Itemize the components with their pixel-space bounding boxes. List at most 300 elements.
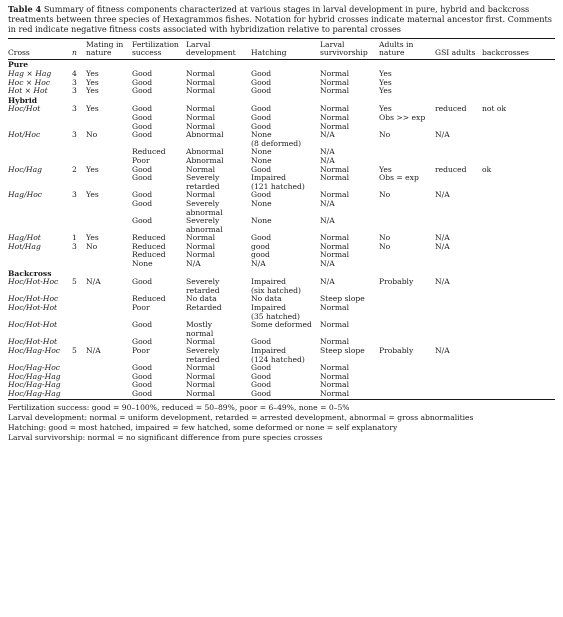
table-cell: Normal [186,234,216,243]
table-cell: Good [132,113,153,122]
table-cell [379,157,435,166]
table-cell [86,209,132,218]
table-cell: Good [251,234,272,243]
table-cell [8,148,72,157]
table-cell [435,174,482,183]
table-cell: abnormal [186,208,223,217]
table-row [8,200,555,209]
table-row [8,174,555,183]
table-cell: Good [251,338,272,347]
table-cell [8,217,72,226]
table-row [8,338,555,347]
table-cell: Severely [186,278,220,287]
table-cell: 3 [72,105,77,114]
table-cell: (six hatched) [251,286,301,295]
table-cell: N/A [320,260,335,269]
column-header: Adults in nature [379,38,435,60]
table-cell [379,356,435,365]
table-cell [72,364,86,373]
table-cell [251,330,320,339]
table-cell [132,140,186,149]
table-cell: Yes [86,191,99,200]
table-cell: Hoc/Hag-Hoc [8,347,61,356]
table-cell: Hoc/Hag-Hag [8,381,61,390]
table-cell [435,390,482,399]
table-cell: Good [251,78,272,87]
table-row [8,287,555,296]
table-row [8,260,555,269]
table-cell: Normal [320,304,350,313]
table-cell: Hoc/Hag-Hoc [8,364,61,373]
table-cell [86,148,132,157]
table-cell [8,251,72,260]
table-cell: Good [251,191,272,200]
table-cell: Good [132,70,153,79]
table-cell: N/A [320,217,335,226]
table-cell: Normal [186,165,216,174]
table-cell [86,200,132,209]
table-cell: Good [251,390,320,399]
table-cell [86,381,132,390]
table-cell: Normal [320,191,350,200]
table-cell: Yes [379,165,392,174]
table-cell: N/A [435,242,450,251]
table-cell [482,243,555,252]
table-cell [8,313,72,322]
table-cell [435,260,482,269]
table-cell: Hag × Hag [8,70,52,79]
table-cell: No [379,191,391,200]
table-cell [320,287,379,296]
table-cell [482,347,555,356]
table-row [8,70,555,79]
table-row [8,356,555,365]
table-cell: N/A [320,278,335,287]
table-cell [435,373,482,382]
table-cell [435,381,482,390]
table-cell: Hoc/Hag-Hag [8,372,61,381]
table-cell: N/A [251,260,266,269]
table-cell: Good [251,122,272,131]
table-cell [86,157,132,166]
table-cell: Hoc/Hag-Hag [8,390,72,399]
table-row [8,148,555,157]
table-row [8,295,555,304]
table-cell [86,321,132,330]
table-cell [72,390,86,399]
table-cell [132,183,186,192]
table-cell: Good [251,70,272,79]
table-cell [72,123,86,132]
footnote: Hatching: good = most hatched, impaired = few hatched, some deformed or none = self explanatory [8,422,398,432]
table-cell: Good [251,165,272,174]
table-cell: Hoc/Hot-Hot [8,321,58,330]
table-cell: Normal [320,381,350,390]
table-cell: Severely [186,347,220,356]
table-cell [8,157,72,166]
table-cell: (124 hatched) [251,355,305,364]
table-cell [86,260,132,269]
table-cell: Normal [186,87,216,96]
table-cell: Yes [379,87,392,96]
table-cell [86,338,132,347]
table-cell: ok [482,165,492,174]
table-cell [379,381,435,390]
table-row [8,243,555,252]
table-cell [86,217,132,226]
table-cell: Normal [186,113,216,122]
table-cell [482,114,555,123]
table-cell: Normal [320,87,350,96]
table-cell [435,70,482,79]
table-row [8,278,555,287]
footnote: Larval development: normal = uniform development, retarded = arrested development, abnormal = gross abnormalities [8,412,474,422]
table-cell: reduced [435,105,467,114]
table-cell [435,79,482,88]
table-cell [320,140,379,149]
table-cell [482,87,555,96]
table-cell [482,157,555,166]
column-header: Larval development [186,38,251,60]
table-cell: good [251,242,270,251]
table-cell [482,251,555,260]
table-cell [86,251,132,260]
table-cell [435,338,482,347]
table-cell: Normal [186,338,216,347]
table-cell: Reduced [132,295,166,304]
table-cell: No data [251,295,282,304]
footnote: Larval survivorship: normal = no significant difference from pure species crosses [8,432,323,442]
table-cell: Normal [186,381,216,390]
table-cell: Normal [320,105,350,114]
table-cell: Hoc/Hot-Hoc [8,278,59,287]
table-cell [379,364,435,373]
table-row [8,131,555,140]
table-cell: Good [251,87,272,96]
table-row [8,114,555,123]
table-cell: Normal [320,338,350,347]
table-cell: Normal [320,242,350,251]
table-cell: N/A [435,234,450,243]
table-cell: Good [132,278,153,287]
table-cell [72,295,86,304]
table-row [8,226,555,235]
table-cell [132,313,186,322]
table-cell: Normal [186,364,216,373]
table-cell: Hoc/Hag [8,165,43,174]
table-cell: Normal [320,364,350,373]
table-cell [132,287,186,296]
table-cell: No [86,242,98,251]
table-cell [72,209,86,218]
table-cell: None [251,199,272,208]
table-cell: Obs = exp [379,174,419,183]
column-header: n [72,38,86,60]
table-cell [8,123,72,132]
table-cell: 3 [72,131,77,140]
table-row [8,217,555,226]
table-cell [482,321,555,330]
table-cell [435,183,482,192]
table-row [8,234,555,243]
table-cell: Mostly [186,321,213,330]
table-cell [379,148,435,157]
table-cell: 2 [72,165,77,174]
table-cell [320,356,379,365]
table-row [8,381,555,390]
table-cell [320,226,379,235]
table-cell: Normal [320,174,350,183]
table-cell: Good [132,87,153,96]
table-cell: N/A [86,347,101,356]
table-cell: not ok [482,105,507,114]
table-cell [482,226,555,235]
table-cell [379,217,435,226]
table-cell: Severely [186,199,220,208]
table-cell [86,140,132,149]
table-cell: Hot/Hoc [8,131,41,140]
footnote: Fertilization success: good = 90–100%, reduced = 50–89%, poor = 6–49%, none = 0–5% [8,402,350,412]
table-cell: 1 [72,234,77,243]
table-row [8,251,555,260]
table-row [8,79,555,88]
table-cell: (121 hatched) [251,182,305,191]
table-cell [86,356,132,365]
table-cell: Impaired [251,278,287,287]
table-cell [251,209,320,218]
table-cell: 3 [72,78,77,87]
table-cell: Good [132,174,153,183]
table-cell [8,287,72,296]
table-cell: Impaired [251,304,287,313]
table-cell [379,373,435,382]
table-cell: N/A [186,260,201,269]
table-cell: N/A [435,278,450,287]
table-cell [435,140,482,149]
table-cell [435,251,482,260]
table-cell: Good [132,131,153,140]
table-cell [379,313,435,322]
table-cell [482,278,555,287]
table-cell: N/A [86,278,101,287]
table-cell [86,226,132,235]
table-cell [72,338,86,347]
table-cell [72,356,86,365]
table-cell: Normal [320,321,350,330]
table-cell: Normal [320,234,350,243]
table-cell: 3 [72,87,77,96]
table-cell [379,226,435,235]
table-cell [8,183,72,192]
table-cell: Obs >> exp [379,113,426,122]
table-cell: Good [132,338,153,347]
table-cell [435,209,482,218]
table-cell [72,217,86,226]
table-cell [72,114,86,123]
table-cell [379,123,435,132]
table-cell: Abnormal [186,131,224,140]
table-cell [379,209,435,218]
table-cell [72,157,86,166]
table-cell: No [86,131,98,140]
table-cell [435,304,482,313]
table-cell: Normal [320,78,350,87]
table-cell: Normal [320,372,350,381]
section-title: Backcross [8,268,52,278]
table-cell [379,140,435,149]
table-cell: No data [186,295,217,304]
table-row [8,191,555,200]
table-cell: N/A [320,131,335,140]
table-cell [320,330,379,339]
table-row [8,321,555,330]
table-cell: Probably [379,278,414,287]
column-header: Larval survivorship [320,38,379,60]
section-header-row [8,269,555,279]
table-cell [8,174,72,183]
table-cell [72,381,86,390]
table-cell: None [251,148,272,157]
table-cell [482,200,555,209]
table-cell: Poor [132,304,150,313]
table-cell [482,131,555,140]
table-row [8,209,555,218]
table-cell [8,330,72,339]
table-cell [482,304,555,313]
table-cell: Good [251,372,272,381]
table-cell: Normal [186,78,216,87]
table-cell: Good [132,78,153,87]
table-cell: Normal [186,251,216,260]
table-cell [251,226,320,235]
table-cell [86,330,132,339]
table-cell: Abnormal [186,156,224,165]
table-cell: No [379,131,391,140]
table-cell [435,200,482,209]
table-cell [482,209,555,218]
table-cell: Yes [379,70,392,79]
table-cell: Good [132,191,153,200]
table-cell [379,183,435,192]
table-cell [8,226,72,235]
table-cell [86,183,132,192]
table-label: Table 4 [8,4,42,14]
table-cell: N/A [320,156,335,165]
table-cell: (35 hatched) [251,312,300,321]
table-cell [86,364,132,373]
table-cell [379,287,435,296]
table-cell: Good [132,364,153,373]
table-header-row [8,38,555,60]
table-row [8,157,555,166]
table-cell: Hot/Hag [8,242,41,251]
table-cell [482,313,555,322]
table-cell [186,140,251,149]
table-cell: Normal [186,191,216,200]
table-cell: Normal [186,242,216,251]
table-cell [482,148,555,157]
table-row [8,140,555,149]
table-cell [86,114,132,123]
table-cell: 5 [72,347,77,356]
column-header: Fertilization success [132,38,186,60]
section-header-row [8,60,555,70]
table-cell [72,148,86,157]
table-row [8,330,555,339]
table-cell [482,123,555,132]
table-cell [379,390,435,399]
table-cell [72,174,86,183]
table-cell: Normal [320,113,350,122]
table-cell: Normal [186,390,251,399]
table-cell [435,295,482,304]
table-cell [435,364,482,373]
table-cell [482,70,555,79]
table-cell [72,226,86,235]
table-cell [379,321,435,330]
table-cell [8,114,72,123]
table-cell: None [132,260,153,269]
table-cell [86,295,132,304]
table-cell: 4 [72,70,77,79]
table-cell: Normal [320,165,350,174]
table-cell [86,304,132,313]
table-cell [482,217,555,226]
table-cell: Normal [186,105,216,114]
table-cell: Good [251,105,272,114]
table-cell [86,390,132,399]
table-cell: Yes [86,70,99,79]
table-cell: Severely [186,217,220,226]
table-cell: Poor [132,156,150,165]
table-cell [379,304,435,313]
table-cell [72,304,86,313]
table-cell: Yes [86,78,99,87]
table-cell [72,251,86,260]
fitness-table [8,38,555,400]
table-cell [379,251,435,260]
table-cell: Good [132,199,153,208]
table-cell [482,287,555,296]
table-cell: N/A [435,191,450,200]
table-cell: Hoc × Hoc [8,78,51,87]
table-cell: No [379,234,391,243]
table-cell: Hoc/Hot-Hot [8,338,58,347]
table-caption-text: Summary of fitness components characterized at various stages in larval development in pure, hybrid and backcross treatments between three species of Hexagrammos fishes. Notation for hybrid crosses indicate maternal ancestor first. Comments in red indicate negative fitness costs associated with hybridization relative to parental crosses [8,4,552,35]
table-cell [435,157,482,166]
table-cell: Impaired [251,347,287,356]
table-cell: 3 [72,242,77,251]
table-cell [72,330,86,339]
table-cell [379,260,435,269]
table-cell [72,260,86,269]
table-cell [72,373,86,382]
table-cell: Normal [320,251,350,260]
table-cell: Poor [132,347,150,356]
table-cell [435,123,482,132]
table-cell [482,191,555,200]
table-cell: Good [132,321,153,330]
table-cell: No [379,242,391,251]
table-cell [8,356,72,365]
table-cell: reduced [435,165,467,174]
table-cell: Some deformed [251,321,312,330]
table-cell [86,313,132,322]
table-cell: None [251,131,272,140]
table-cell [320,313,379,322]
table-cell: Good [132,122,153,131]
table-cell: normal [186,329,214,338]
